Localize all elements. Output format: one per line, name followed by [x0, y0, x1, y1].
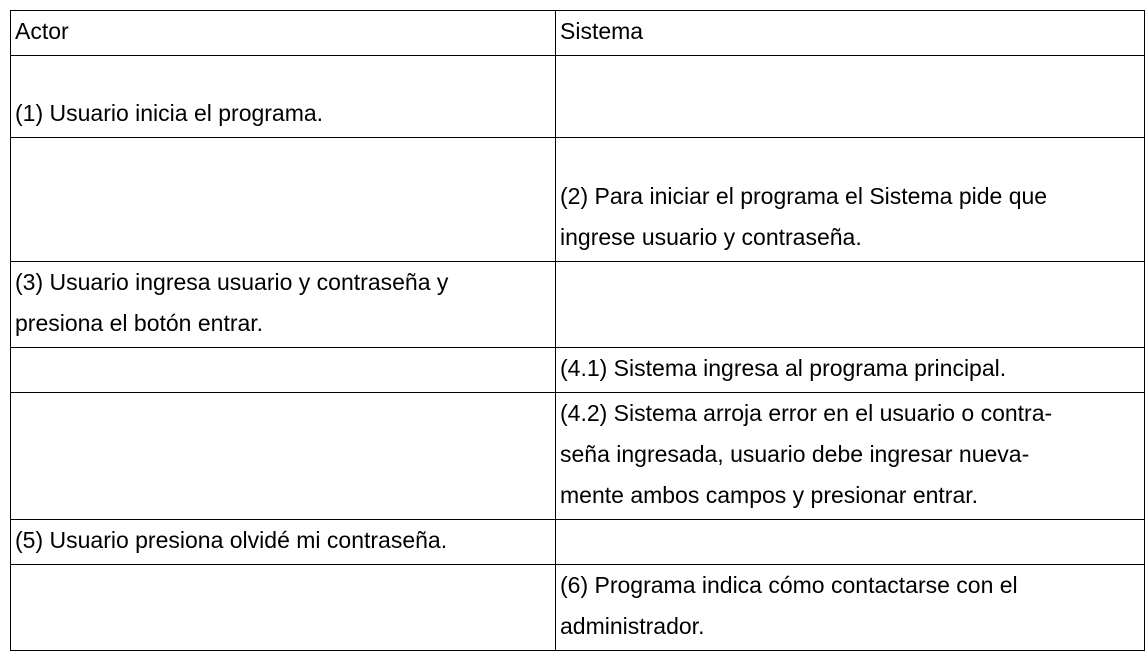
table-row	[11, 565, 1145, 651]
header-actor: Actor	[11, 11, 556, 56]
table-row	[11, 520, 1145, 565]
actor-cell: (3) Usuario ingresa usuario y contraseña y presiona el botón entrar.	[11, 262, 556, 348]
sistema-cell: (6) Programa indica cómo contactarse con el administrador.	[556, 565, 1145, 651]
table-row	[11, 138, 1145, 262]
use-case-table	[10, 10, 1145, 651]
actor-cell: (5) Usuario presiona olvidé mi contraseña.	[11, 520, 556, 565]
header-sistema: Sistema	[556, 11, 1145, 56]
table-row	[11, 262, 1145, 348]
actor-cell	[11, 138, 556, 262]
sistema-cell	[556, 56, 1145, 138]
table-row	[11, 393, 1145, 520]
table-row	[11, 56, 1145, 138]
sistema-cell: (4.1) Sistema ingresa al programa principal.	[556, 348, 1145, 393]
sistema-cell	[556, 520, 1145, 565]
actor-cell	[11, 348, 556, 393]
sistema-cell: (4.2) Sistema arroja error en el usuario o contra- seña ingresada, usuario debe ingresar nueva- mente ambos campos y presionar entrar.	[556, 393, 1145, 520]
actor-cell	[11, 565, 556, 651]
sistema-cell: (2) Para iniciar el programa el Sistema pide que ingrese usuario y contraseña.	[556, 138, 1145, 262]
actor-cell: (1) Usuario inicia el programa.	[11, 56, 556, 138]
sistema-cell	[556, 262, 1145, 348]
table-row	[11, 348, 1145, 393]
actor-cell	[11, 393, 556, 520]
table-header-row	[11, 11, 1145, 56]
